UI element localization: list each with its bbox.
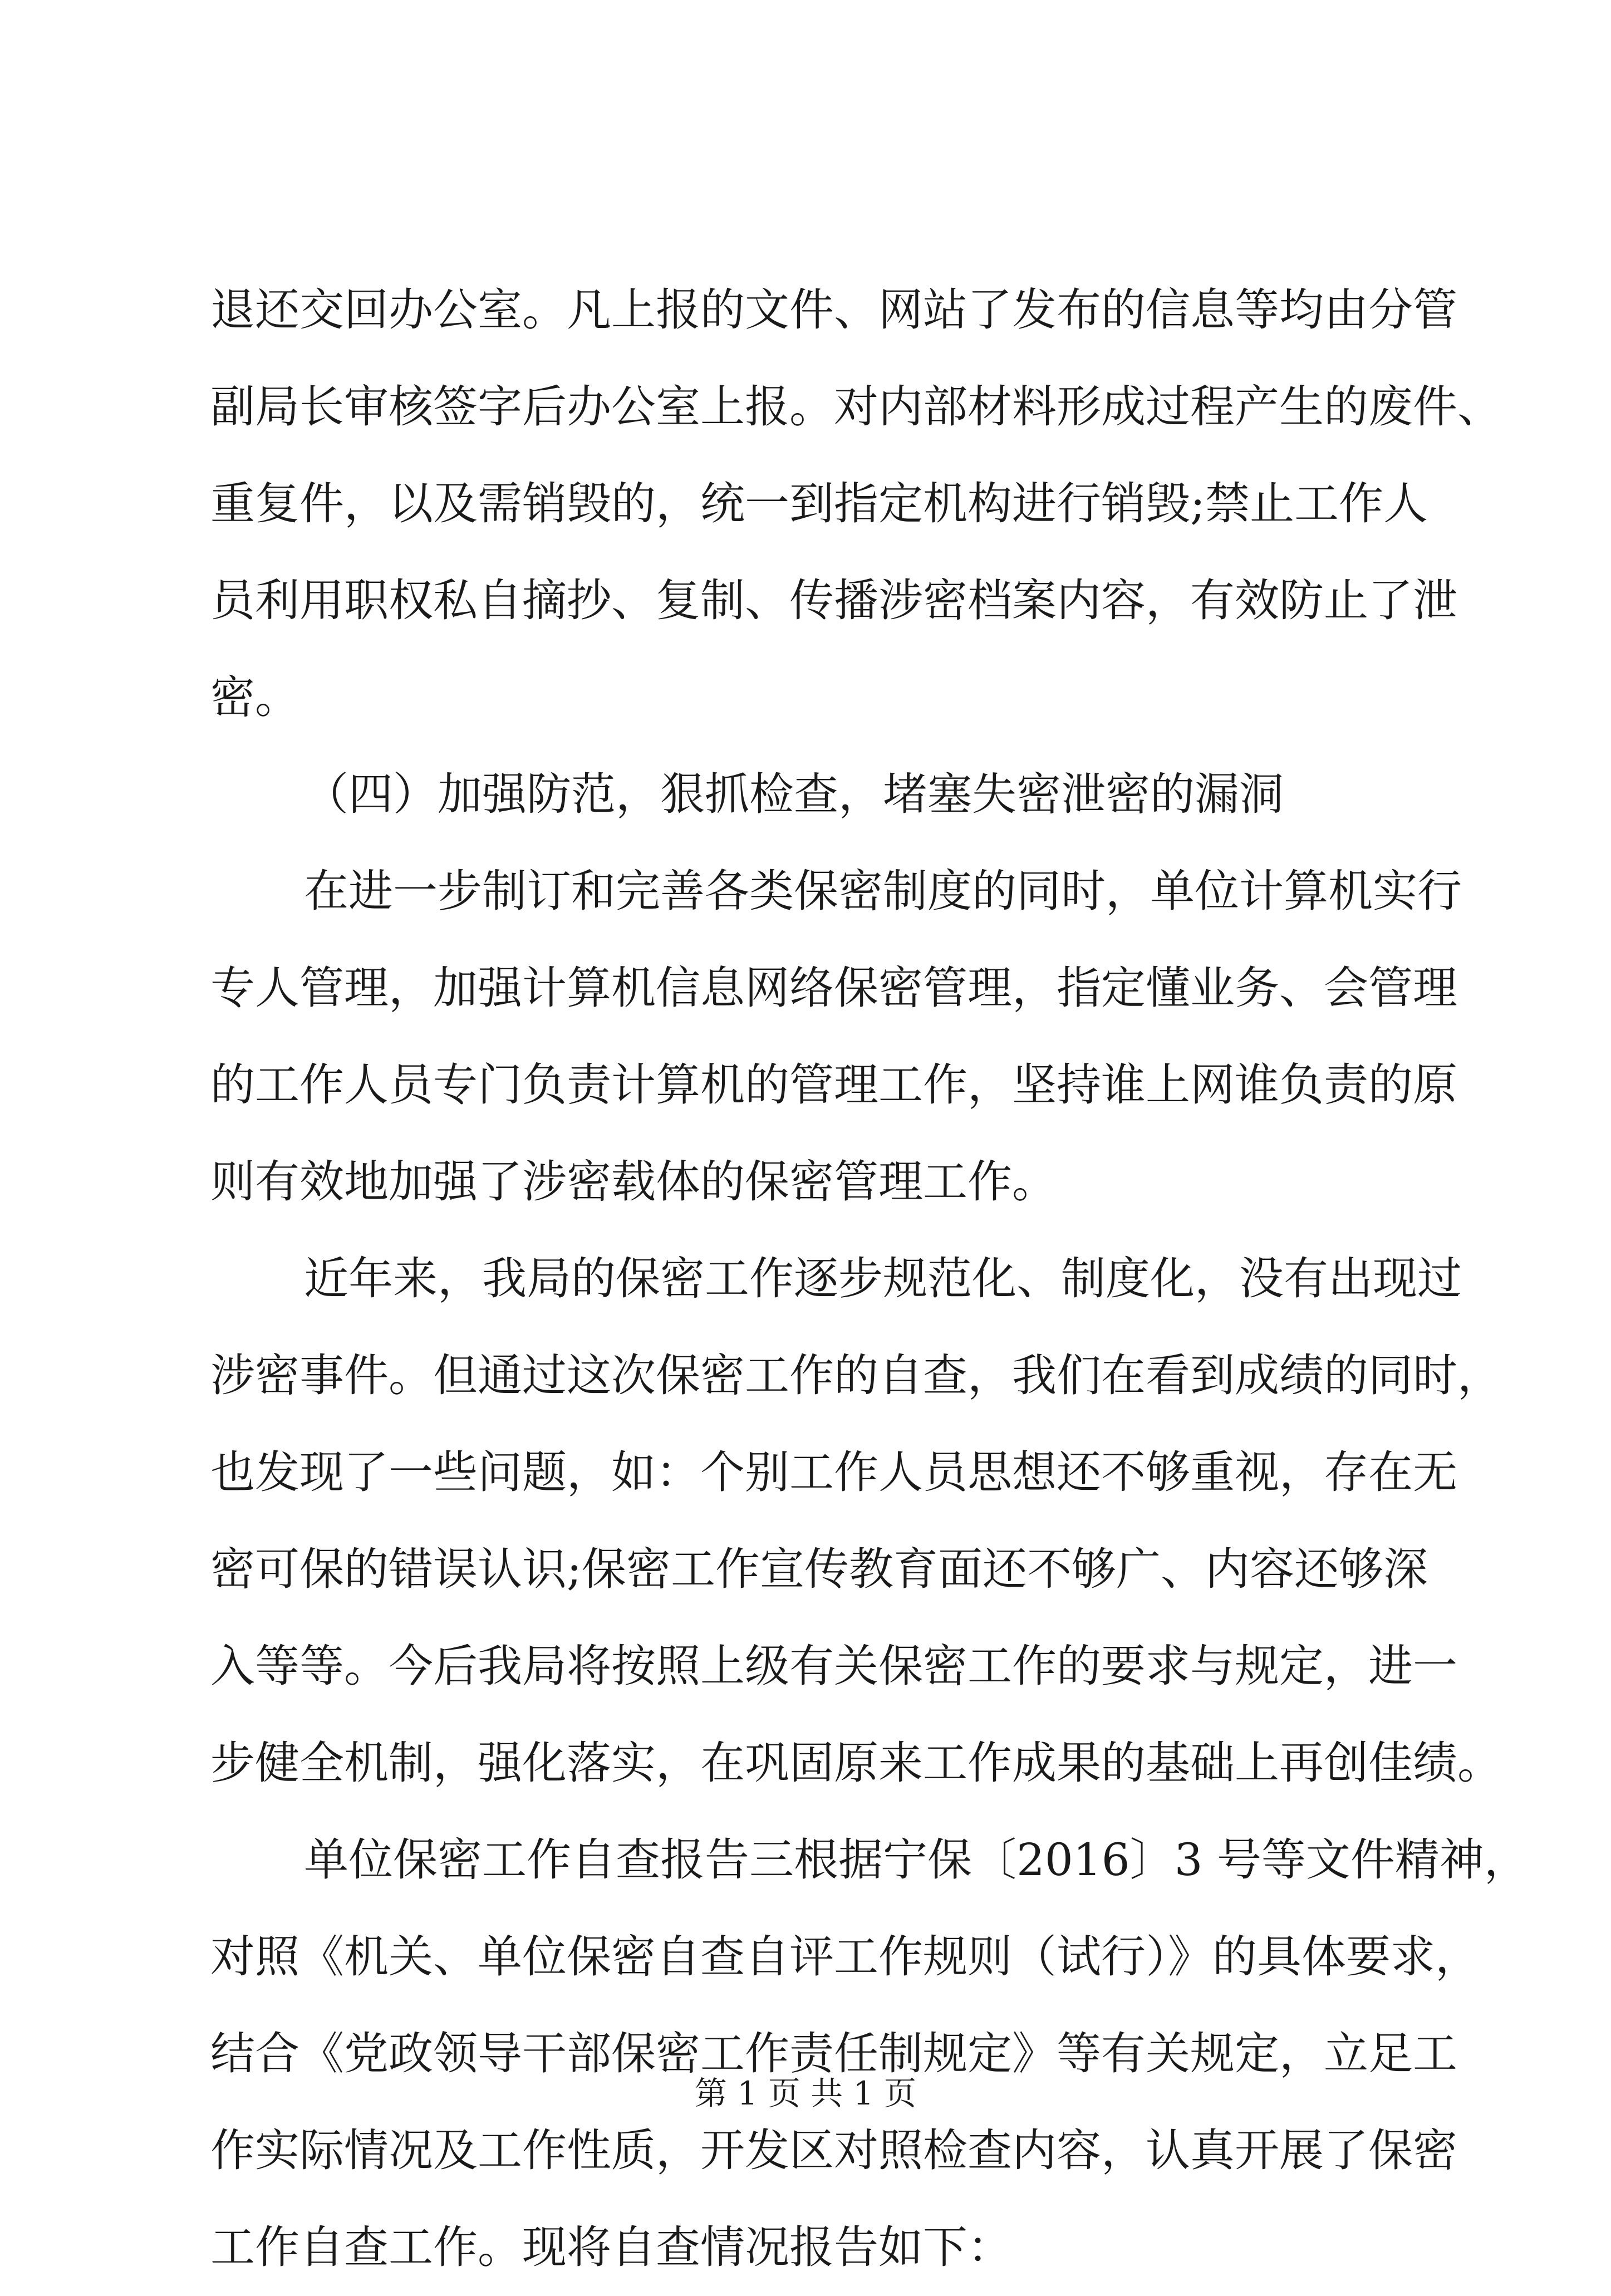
body-line: 涉密事件。但通过这次保密工作的自查，我们在看到成绩的同时， bbox=[210, 1350, 1502, 1401]
body-line: 对照《机关、单位保密自查自评工作规则（试行）》的具体要求， bbox=[210, 1931, 1480, 1983]
body-line: 也发现了一些问题，如：个别工作人员思想还不够重视，存在无 bbox=[210, 1446, 1457, 1498]
paragraph-first-line: 近年来，我局的保密工作逐步规范化、制度化，没有出现过 bbox=[304, 1253, 1462, 1304]
body-line: 密可保的错误认识;保密工作宣传教育面还不够广、内容还够深 bbox=[210, 1543, 1428, 1595]
body-line: 员利用职权私自摘抄、复制、传播涉密档案内容，有效防止了泄 bbox=[210, 575, 1457, 626]
body-line: 副局长审核签字后办公室上报。对内部材料形成过程产生的废件、 bbox=[210, 381, 1502, 433]
body-line: 密。 bbox=[210, 671, 299, 723]
section-heading: （四）加强防范，狠抓检查，堵塞失密泄密的漏洞 bbox=[304, 768, 1284, 820]
body-line: 结合《党政领导干部保密工作责任制规定》等有关规定，立足工 bbox=[210, 2028, 1457, 2079]
body-line: 步健全机制，强化落实，在巩固原来工作成果的基础上再创佳绩。 bbox=[210, 1737, 1502, 1789]
body-line: 重复件，以及需销毁的，统一到指定机构进行销毁;禁止工作人 bbox=[210, 478, 1428, 529]
body-line: 退还交回办公室。凡上报的文件、网站了发布的信息等均由分管 bbox=[210, 284, 1457, 336]
body-line: 作实际情况及工作性质，开发区对照检查内容，认真开展了保密 bbox=[210, 2125, 1457, 2176]
body-line: 入等等。今后我局将按照上级有关保密工作的要求与规定，进一 bbox=[210, 1640, 1457, 1692]
paragraph-first-line: 单位保密工作自查报告三根据宁保〔2016〕3 号等文件精神， bbox=[304, 1834, 1529, 1886]
page-number-footer: 第 1 页 共 1 页 bbox=[695, 2074, 916, 2112]
body-line: 的工作人员专门负责计算机的管理工作，坚持谁上网谁负责的原 bbox=[210, 1059, 1457, 1111]
document-body bbox=[210, 262, 1529, 2296]
body-line: 专人管理，加强计算机信息网络保密管理，指定懂业务、会管理 bbox=[210, 962, 1457, 1014]
body-line: 工作自查工作。现将自查情况报告如下： bbox=[210, 2221, 1012, 2273]
body-line: 则有效地加强了涉密载体的保密管理工作。 bbox=[210, 1156, 1057, 1208]
paragraph-first-line: 在进一步制订和完善各类保密制度的同时，单位计算机实行 bbox=[304, 865, 1462, 917]
